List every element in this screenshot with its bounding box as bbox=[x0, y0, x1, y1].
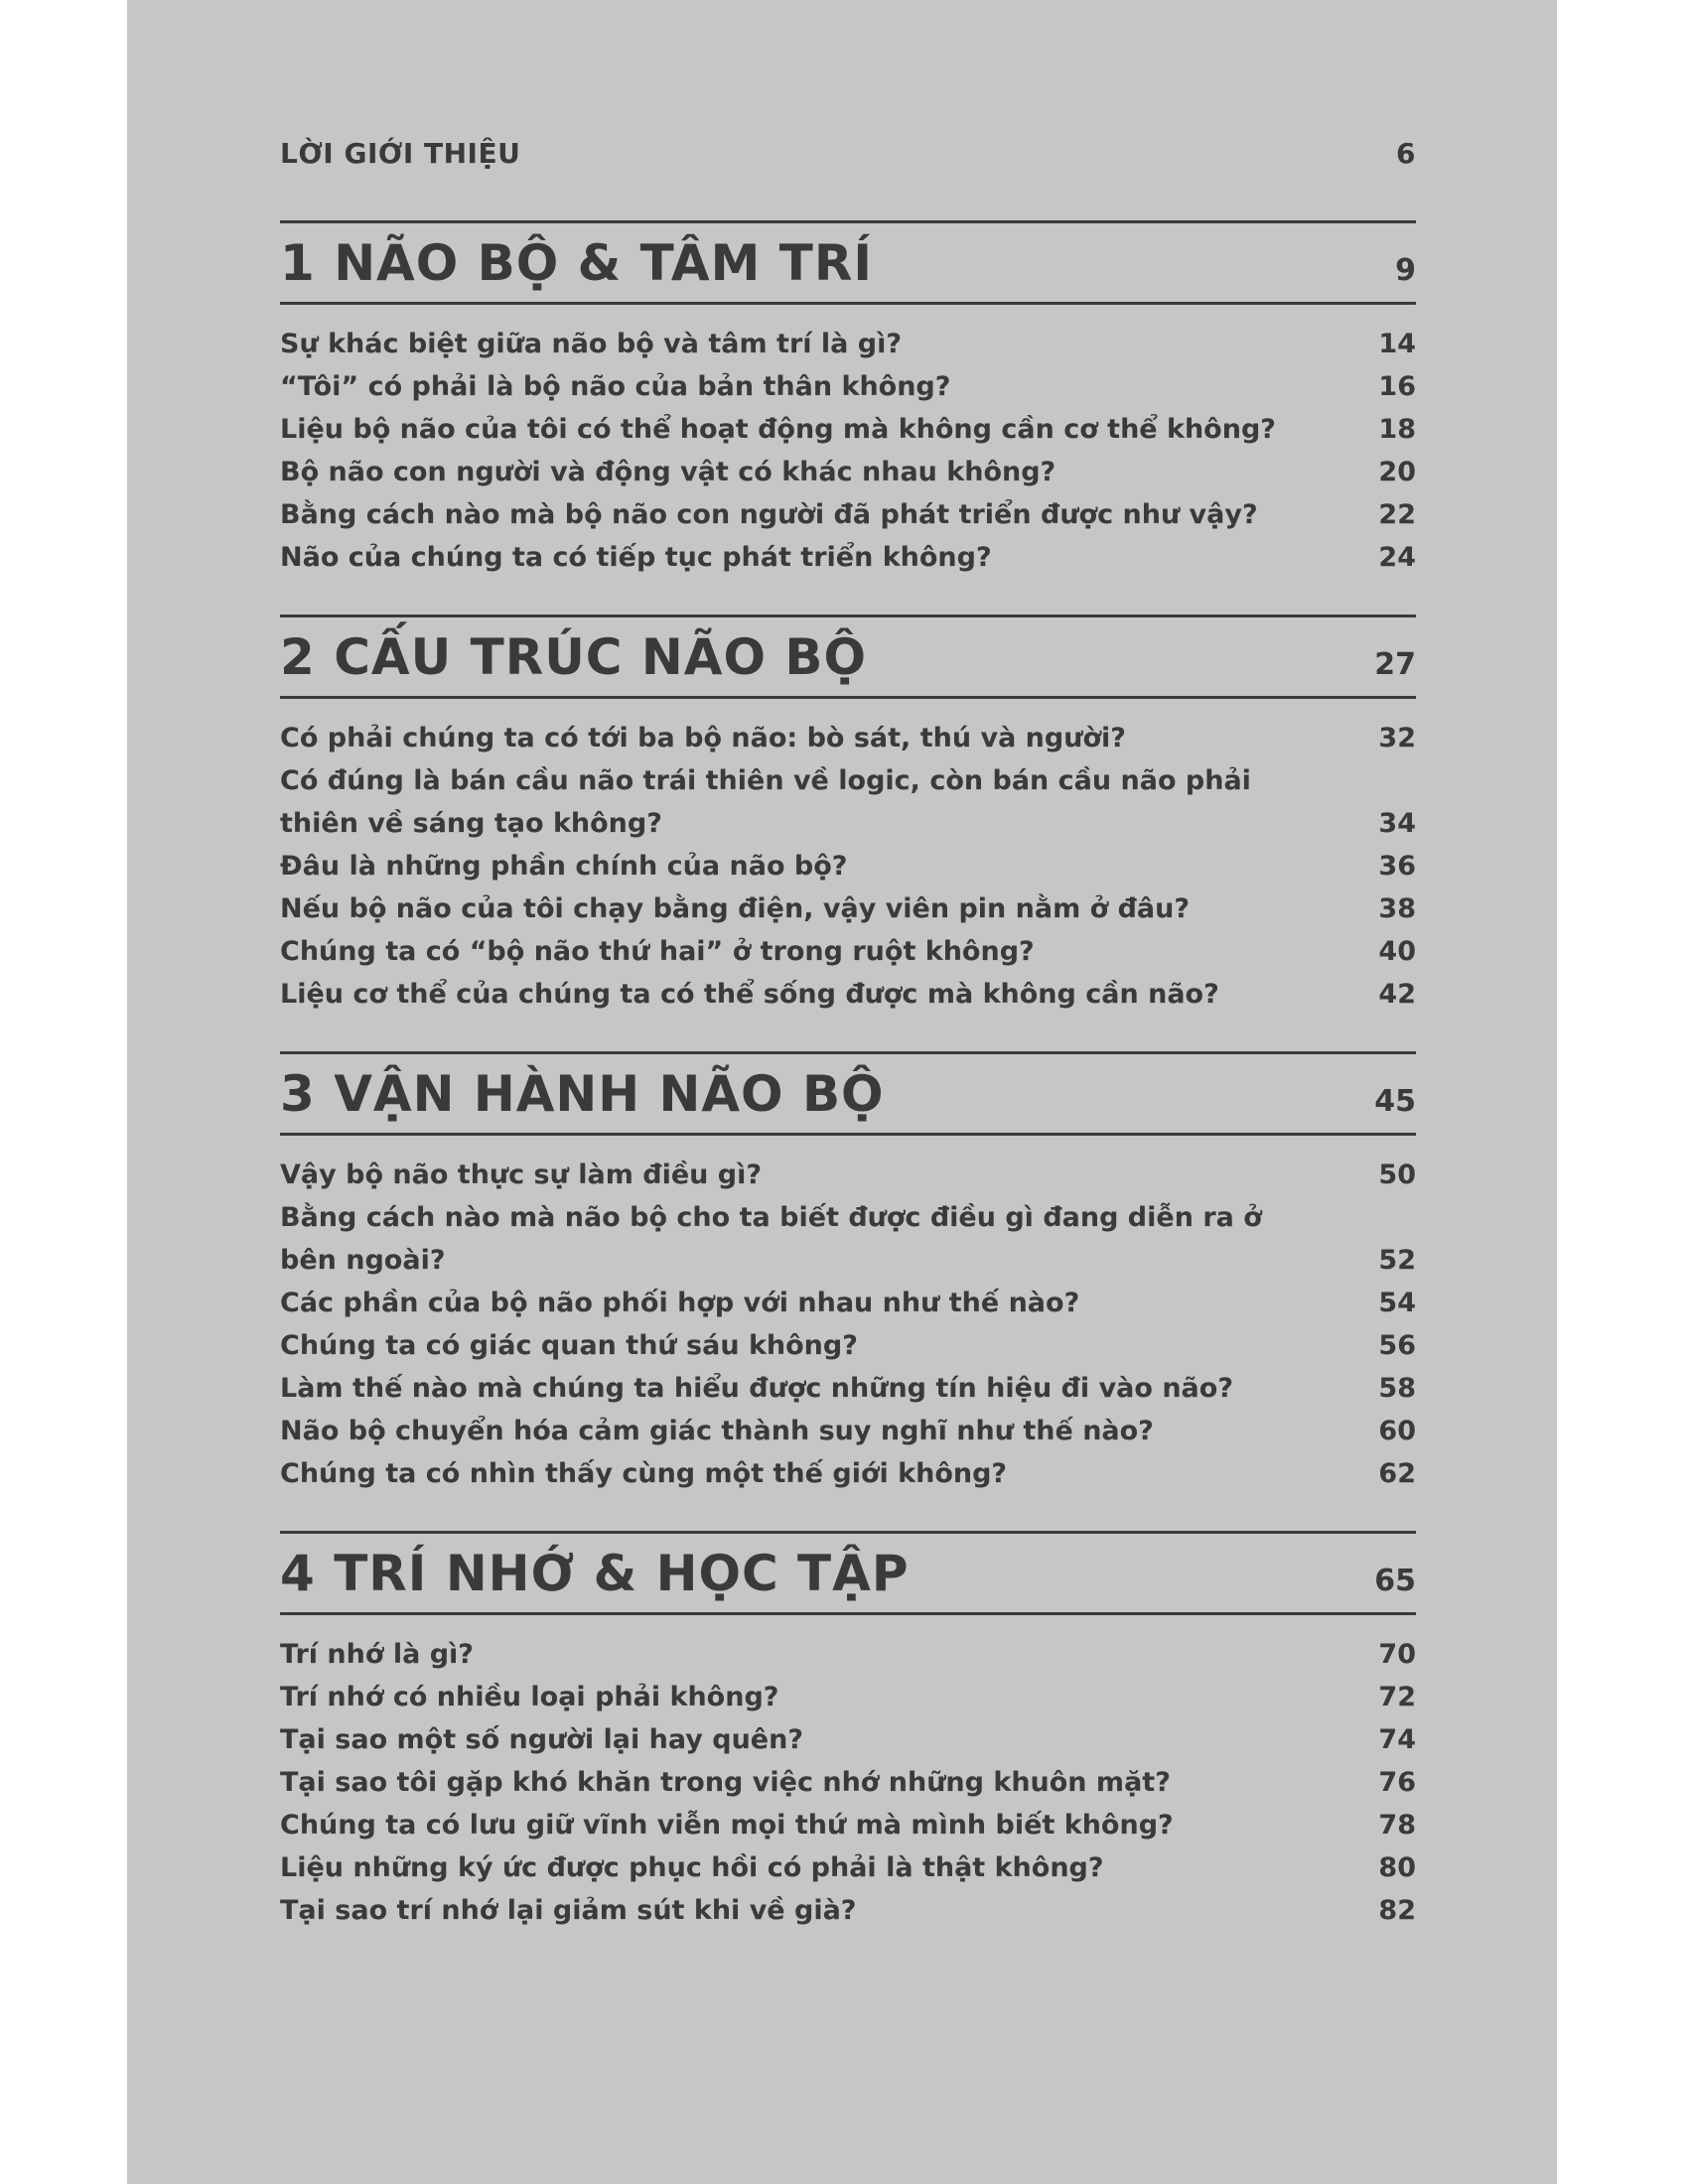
chapter-header bbox=[280, 220, 1416, 305]
entry-list bbox=[280, 717, 1416, 1016]
list-item bbox=[280, 1452, 1416, 1495]
entry-page-number: 80 bbox=[1378, 1852, 1416, 1883]
entry-page-number: 24 bbox=[1378, 542, 1416, 573]
list-item bbox=[280, 1324, 1416, 1367]
list-item bbox=[280, 1282, 1416, 1324]
list-item bbox=[280, 887, 1416, 930]
entry-question: Làm thế nào mà chúng ta hiểu được những tín hiệu đi vào não? bbox=[280, 1373, 1233, 1404]
list-item bbox=[280, 408, 1416, 451]
entry-question: Liệu cơ thể của chúng ta có thể sống được mà không cần não? bbox=[280, 979, 1219, 1010]
list-item bbox=[280, 717, 1416, 759]
list-item bbox=[280, 1676, 1416, 1718]
entry-question: Các phần của bộ não phối hợp với nhau như thế nào? bbox=[280, 1288, 1080, 1318]
entry-question: Não bộ chuyển hóa cảm giác thành suy nghĩ như thế nào? bbox=[280, 1416, 1154, 1446]
entry-page-number: 58 bbox=[1378, 1373, 1416, 1404]
entry-list bbox=[280, 1154, 1416, 1495]
entry-page-number: 40 bbox=[1378, 936, 1416, 967]
list-item bbox=[280, 1846, 1416, 1889]
list-item bbox=[280, 1761, 1416, 1804]
entry-question: Chúng ta có lưu giữ vĩnh viễn mọi thứ mà mình biết không? bbox=[280, 1810, 1174, 1841]
list-item bbox=[280, 536, 1416, 579]
entry-page-number: 78 bbox=[1378, 1810, 1416, 1841]
list-item bbox=[280, 1154, 1416, 1196]
chapter-page-number: 27 bbox=[1374, 647, 1416, 682]
entry-question: Trí nhớ có nhiều loại phải không? bbox=[280, 1682, 779, 1712]
entry-question: Có đúng là bán cầu não trái thiên về logic, còn bán cầu não phải thiên về sáng tạo không? bbox=[280, 765, 1251, 839]
list-item bbox=[280, 493, 1416, 536]
list-item bbox=[280, 1718, 1416, 1761]
chapter-header bbox=[280, 614, 1416, 699]
list-item bbox=[280, 973, 1416, 1016]
entry-page-number: 18 bbox=[1378, 414, 1416, 445]
list-item bbox=[280, 930, 1416, 973]
intro-page: 6 bbox=[1396, 137, 1416, 170]
entry-page-number: 16 bbox=[1378, 371, 1416, 402]
page bbox=[127, 0, 1557, 2184]
chapter-2 bbox=[280, 614, 1416, 1016]
entry-page-number: 14 bbox=[1378, 329, 1416, 359]
list-item bbox=[280, 1804, 1416, 1846]
chapter-3 bbox=[280, 1051, 1416, 1495]
list-item bbox=[280, 365, 1416, 408]
entry-page-number: 22 bbox=[1378, 499, 1416, 530]
entry-page-number: 72 bbox=[1378, 1682, 1416, 1712]
chapter-1 bbox=[280, 220, 1416, 579]
chapter-header bbox=[280, 1531, 1416, 1615]
entry-page-number: 62 bbox=[1378, 1458, 1416, 1489]
list-item bbox=[280, 1367, 1416, 1410]
list-item bbox=[280, 1410, 1416, 1452]
list-item bbox=[280, 1633, 1416, 1676]
entry-page-number: 54 bbox=[1378, 1288, 1416, 1318]
entry-page-number: 74 bbox=[1378, 1724, 1416, 1755]
intro-title: LỜI GIỚI THIỆU bbox=[280, 137, 521, 170]
entry-page-number: 20 bbox=[1378, 457, 1416, 487]
entry-question: Bằng cách nào mà bộ não con người đã phát triển được như vậy? bbox=[280, 499, 1258, 530]
entry-page-number: 50 bbox=[1378, 1160, 1416, 1190]
entry-question: Tại sao tôi gặp khó khăn trong việc nhớ những khuôn mặt? bbox=[280, 1767, 1171, 1798]
chapter-title: 2 CẤU TRÚC NÃO BỘ bbox=[280, 627, 867, 686]
table-of-contents bbox=[280, 137, 1416, 1932]
entry-question: Chúng ta có “bộ não thứ hai” ở trong ruột không? bbox=[280, 936, 1035, 967]
entry-page-number: 38 bbox=[1378, 893, 1416, 924]
entry-page-number: 36 bbox=[1378, 851, 1416, 882]
list-item bbox=[280, 451, 1416, 493]
chapters bbox=[280, 220, 1416, 1932]
entry-page-number: 34 bbox=[1378, 808, 1416, 839]
entry-page-number: 70 bbox=[1378, 1639, 1416, 1670]
entry-question: Tại sao một số người lại hay quên? bbox=[280, 1724, 804, 1755]
entry-question: Tại sao trí nhớ lại giảm sút khi về già? bbox=[280, 1895, 857, 1926]
list-item bbox=[280, 1196, 1416, 1282]
entry-question: “Tôi” có phải là bộ não của bản thân không? bbox=[280, 371, 951, 402]
entry-page-number: 60 bbox=[1378, 1416, 1416, 1446]
entry-page-number: 76 bbox=[1378, 1767, 1416, 1798]
entry-question: Nếu bộ não của tôi chạy bằng điện, vậy viên pin nằm ở đâu? bbox=[280, 893, 1191, 924]
chapter-title: 3 VẬN HÀNH NÃO BỘ bbox=[280, 1064, 885, 1123]
entry-list bbox=[280, 323, 1416, 579]
chapter-page-number: 9 bbox=[1395, 253, 1416, 288]
entry-page-number: 82 bbox=[1378, 1895, 1416, 1926]
chapter-page-number: 45 bbox=[1374, 1084, 1416, 1119]
entry-question: Chúng ta có giác quan thứ sáu không? bbox=[280, 1330, 858, 1361]
list-item bbox=[280, 759, 1416, 845]
intro-row bbox=[280, 137, 1416, 185]
entry-page-number: 52 bbox=[1378, 1245, 1416, 1276]
chapter-page-number: 65 bbox=[1374, 1564, 1416, 1598]
list-item bbox=[280, 1889, 1416, 1932]
entry-question: Bộ não con người và động vật có khác nhau không? bbox=[280, 457, 1056, 487]
list-item bbox=[280, 323, 1416, 365]
entry-question: Não của chúng ta có tiếp tục phát triển không? bbox=[280, 542, 992, 573]
entry-question: Đâu là những phần chính của não bộ? bbox=[280, 851, 848, 882]
entry-question: Sự khác biệt giữa não bộ và tâm trí là gì? bbox=[280, 329, 903, 359]
entry-question: Liệu những ký ức được phục hồi có phải là thật không? bbox=[280, 1852, 1104, 1883]
chapter-header bbox=[280, 1051, 1416, 1136]
entry-question: Chúng ta có nhìn thấy cùng một thế giới không? bbox=[280, 1458, 1008, 1489]
chapter-title: 4 TRÍ NHỚ & HỌC TẬP bbox=[280, 1544, 910, 1602]
chapter-title: 1 NÃO BỘ & TÂM TRÍ bbox=[280, 233, 873, 292]
entry-question: Liệu bộ não của tôi có thể hoạt động mà không cần cơ thể không? bbox=[280, 414, 1276, 445]
entry-question: Vậy bộ não thực sự làm điều gì? bbox=[280, 1160, 762, 1190]
entry-page-number: 32 bbox=[1378, 723, 1416, 753]
list-item bbox=[280, 845, 1416, 887]
entry-page-number: 42 bbox=[1378, 979, 1416, 1010]
entry-list bbox=[280, 1633, 1416, 1932]
entry-page-number: 56 bbox=[1378, 1330, 1416, 1361]
entry-question: Có phải chúng ta có tới ba bộ não: bò sát, thú và người? bbox=[280, 723, 1126, 753]
entry-question: Bằng cách nào mà não bộ cho ta biết được điều gì đang diễn ra ở bên ngoài? bbox=[280, 1202, 1262, 1276]
entry-question: Trí nhớ là gì? bbox=[280, 1639, 474, 1670]
chapter-4 bbox=[280, 1531, 1416, 1932]
